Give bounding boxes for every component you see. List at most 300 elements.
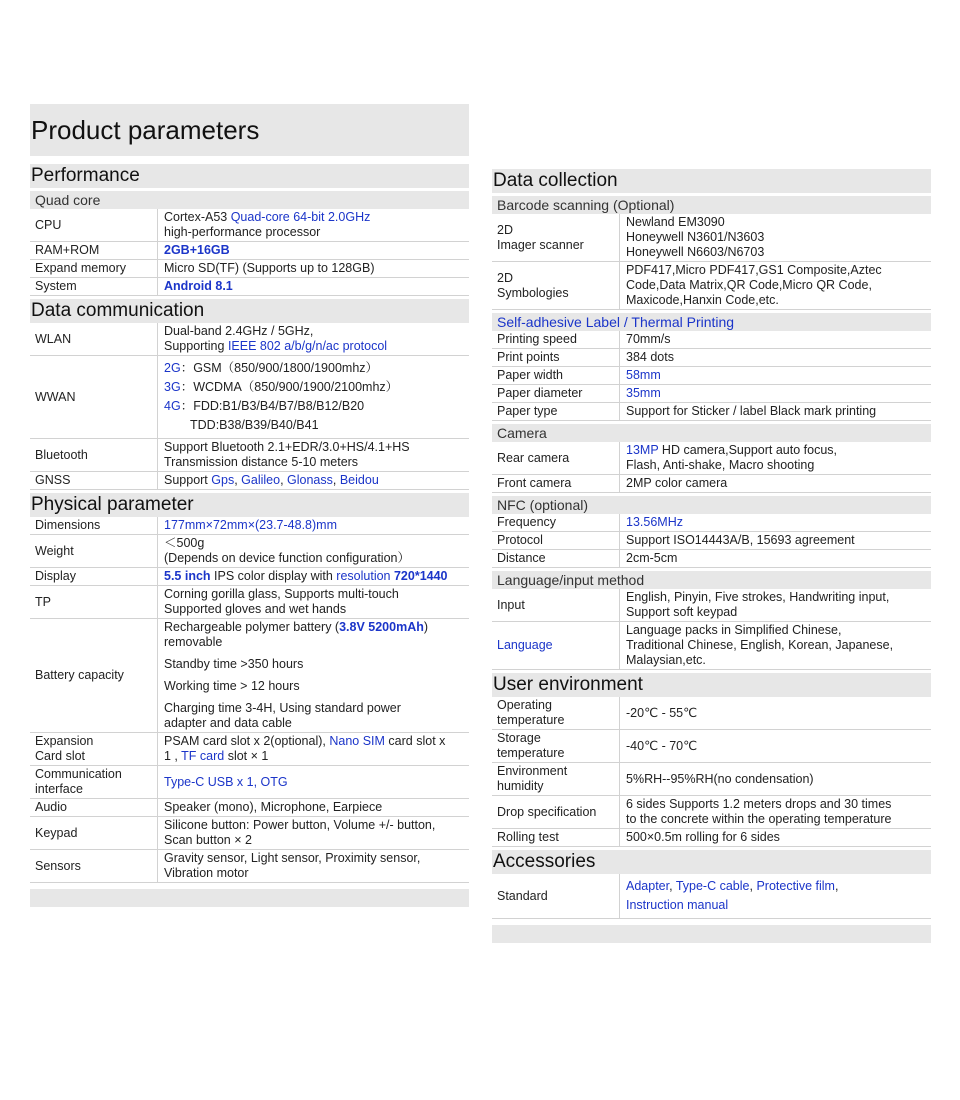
spec-value-line xyxy=(164,440,465,455)
spec-label-line: System xyxy=(35,279,77,293)
spec-table-self-adhesive-label-thermal-printing xyxy=(492,331,931,421)
spec-value-line xyxy=(164,672,465,679)
spec-value-line xyxy=(626,404,927,419)
spec-value-text: Micro SD(TF) (Supports up to 128GB) xyxy=(164,261,375,275)
spec-label-line: 2D xyxy=(497,270,513,285)
spec-label-line: Paper type xyxy=(497,404,558,418)
spec-value xyxy=(620,331,932,349)
spec-value-text: card slot x xyxy=(384,734,446,748)
spec-value-line xyxy=(164,866,465,881)
spec-table-nfc-optional xyxy=(492,514,931,568)
spec-label xyxy=(30,766,158,799)
spec-value-text: TDD:B38/B39/B40/B41 xyxy=(190,418,319,432)
spec-label-line: Storage xyxy=(497,731,541,745)
spec-value-line xyxy=(626,638,927,653)
spec-value-text: Cortex-A53 xyxy=(164,210,231,224)
spec-value-text: 1 , xyxy=(164,749,182,763)
spec-value-text: Standby time >350 hours xyxy=(164,657,304,671)
spec-label xyxy=(492,367,620,385)
spec-value xyxy=(620,874,932,919)
spec-row-standard xyxy=(492,874,931,919)
spec-row-ram-rom xyxy=(30,242,469,260)
spec-label xyxy=(30,439,158,472)
spec-value xyxy=(158,323,470,356)
spec-value xyxy=(620,514,932,532)
spec-label-line: Protocol xyxy=(497,533,543,547)
spec-label xyxy=(492,763,620,796)
spec-value-text: Android 8.1 xyxy=(164,279,233,293)
spec-value-text: , xyxy=(669,879,676,893)
spec-label-line: Display xyxy=(35,569,76,583)
spec-value-line xyxy=(164,569,465,584)
spec-value-text: PDF417,Micro PDF417,GS1 Composite,Aztec xyxy=(626,263,882,277)
spec-value-line xyxy=(626,515,927,530)
spec-value-text: PSAM card slot x 2(optional), xyxy=(164,734,330,748)
spec-value-text: Gps xyxy=(211,473,235,487)
spec-value-text: 13MP xyxy=(626,443,659,457)
spec-row-wlan xyxy=(30,323,469,356)
spec-label xyxy=(492,874,620,919)
spec-label-line: Symbologies xyxy=(497,285,569,300)
spec-value-text: 70mm/s xyxy=(626,332,671,346)
subsection-heading-language-input-method: Language/input method xyxy=(492,571,931,589)
spec-value xyxy=(620,349,932,367)
spec-label-line: Dimensions xyxy=(35,518,101,532)
spec-value-text: Working time > 12 hours xyxy=(164,679,300,693)
section-heading-user-environment: User environment xyxy=(492,673,931,697)
right-footer-bar xyxy=(492,925,931,943)
spec-label xyxy=(30,323,158,356)
spec-value-text: Instruction manual xyxy=(626,898,729,912)
spec-value-text: adapter and data cable xyxy=(164,716,292,730)
spec-label-line: Printing speed xyxy=(497,332,577,346)
spec-label-line: Language xyxy=(497,638,553,652)
spec-value-text: Supporting xyxy=(164,339,228,353)
spec-label xyxy=(492,214,620,262)
section-heading-physical-parameter: Physical parameter xyxy=(30,493,469,517)
spec-value-line xyxy=(626,533,927,548)
spec-row-front-camera xyxy=(492,475,931,493)
spec-label-line: Communication xyxy=(35,767,122,781)
spec-value-text: Flash, Anti-shake, Macro shooting xyxy=(626,458,815,472)
spec-value xyxy=(620,385,932,403)
spec-label-line: Expansion xyxy=(35,734,94,748)
spec-value-line xyxy=(164,749,465,764)
spec-value-text: 35mm xyxy=(626,386,661,400)
spec-label xyxy=(30,619,158,733)
spec-row-communication-interface xyxy=(30,766,469,799)
spec-value-text: slot × 1 xyxy=(224,749,269,763)
spec-value-text: 4G xyxy=(164,399,181,413)
spec-value-text: Honeywell N3601/N3603 xyxy=(626,230,765,244)
spec-value-text: , xyxy=(834,879,839,893)
spec-label xyxy=(492,697,620,730)
spec-label xyxy=(30,817,158,850)
spec-label-line: Card slot xyxy=(35,749,86,763)
spec-value-text: Rechargeable polymer battery ( xyxy=(164,620,340,634)
spec-row-rolling-test xyxy=(492,829,931,847)
spec-label xyxy=(492,262,620,310)
spec-value-text: HD camera,Support auto focus, xyxy=(658,443,837,457)
spec-value-text: resolution xyxy=(336,569,394,583)
subsection-heading-nfc-optional: NFC (optional) xyxy=(492,496,931,514)
spec-value-text: ) xyxy=(423,620,429,634)
spec-row-paper-width xyxy=(492,367,931,385)
spec-value-line xyxy=(164,418,465,433)
spec-value-line xyxy=(164,518,465,533)
spec-value-text: Type-C USB x 1, OTG xyxy=(164,774,288,789)
spec-label xyxy=(30,242,158,260)
spec-row-paper-type xyxy=(492,403,931,421)
spec-row-language xyxy=(492,622,931,670)
spec-value-text: Support Bluetooth 2.1+EDR/3.0+HS/4.1+HS xyxy=(164,440,410,454)
spec-value-line xyxy=(626,476,927,491)
spec-value-line xyxy=(626,368,927,383)
spec-label-line: Rear camera xyxy=(497,450,570,465)
spec-value-line xyxy=(164,399,465,414)
spec-row-2d-imager-scanner xyxy=(492,214,931,262)
spec-label-line: Drop specification xyxy=(497,804,597,819)
spec-label-line: Bluetooth xyxy=(35,447,88,462)
spec-label xyxy=(492,475,620,493)
spec-label-line: Paper width xyxy=(497,368,564,382)
spec-value-line xyxy=(164,602,465,617)
spec-label-line: Weight xyxy=(35,543,74,558)
subsection-heading-barcode-scanning-optional: Barcode scanning (Optional) xyxy=(492,196,931,214)
spec-value-text: Beidou xyxy=(339,473,379,487)
spec-value-text: Supported gloves and wet hands xyxy=(164,602,347,616)
spec-value-text: 13.56MHz xyxy=(626,515,683,529)
spec-table-accessories xyxy=(492,874,931,919)
spec-value-line xyxy=(164,657,465,672)
spec-value-line xyxy=(626,332,927,347)
spec-value-line xyxy=(626,653,927,668)
spec-value xyxy=(620,367,932,385)
spec-value-text: 384 dots xyxy=(626,350,674,364)
spec-label-line: temperature xyxy=(497,713,565,727)
spec-value-line xyxy=(164,339,465,354)
spec-label xyxy=(30,568,158,586)
spec-row-paper-diameter xyxy=(492,385,931,403)
spec-value-text: Charging time 3-4H, Using standard power xyxy=(164,701,401,715)
spec-row-operating-temperature xyxy=(492,697,931,730)
spec-value-line xyxy=(626,772,927,787)
spec-label xyxy=(492,514,620,532)
spec-label-line: Audio xyxy=(35,800,67,814)
spec-label-line: Paper diameter xyxy=(497,386,583,400)
spec-value-line xyxy=(626,386,927,401)
spec-value-text: Language packs in Simplified Chinese, xyxy=(626,623,842,637)
spec-label-line: Imager scanner xyxy=(497,237,584,252)
spec-value-text: Honeywell N6603/N6703 xyxy=(626,245,765,259)
spec-label-line: WLAN xyxy=(35,331,72,346)
spec-row-dimensions xyxy=(30,517,469,535)
spec-label-line: Distance xyxy=(497,551,546,565)
spec-value-line xyxy=(164,679,465,694)
spec-value-text: Support xyxy=(164,473,212,487)
spec-value-line xyxy=(164,210,465,225)
spec-value-line xyxy=(626,551,927,566)
spec-row-storage-temperature xyxy=(492,730,931,763)
spec-value-text: Maxicode,Hanxin Code,etc. xyxy=(626,293,779,307)
spec-label xyxy=(30,356,158,439)
spec-row-system xyxy=(30,278,469,296)
spec-value xyxy=(620,442,932,475)
spec-value-text: 720*1440 xyxy=(393,569,448,583)
spec-label xyxy=(492,349,620,367)
spec-value-line xyxy=(626,830,927,845)
spec-value-line xyxy=(626,245,927,260)
spec-value-line xyxy=(626,263,927,278)
spec-value-text: to the concrete within the operating temperature xyxy=(626,812,892,826)
spec-value-text: 2cm-5cm xyxy=(626,551,678,565)
spec-value-line xyxy=(626,623,927,638)
spec-label-line: GNSS xyxy=(35,473,71,487)
spec-value-line xyxy=(626,443,927,458)
spec-value xyxy=(620,763,932,796)
spec-label xyxy=(492,532,620,550)
spec-label xyxy=(492,622,620,670)
spec-value xyxy=(158,517,470,535)
spec-value-text: IPS color display with xyxy=(210,569,337,583)
spec-value-text: , xyxy=(332,473,340,487)
spec-value-text: -20℃ - 55℃ xyxy=(626,705,698,720)
spec-value-text: 5%RH--95%RH(no condensation) xyxy=(626,771,814,786)
spec-row-cpu xyxy=(30,209,469,242)
spec-row-environment-humidity xyxy=(492,763,931,796)
spec-row-audio xyxy=(30,799,469,817)
spec-label-line: Input xyxy=(497,597,525,612)
spec-row-2d-symbologies xyxy=(492,262,931,310)
spec-value-line xyxy=(164,833,465,848)
spec-label xyxy=(492,331,620,349)
spec-label xyxy=(30,472,158,490)
spec-row-sensors xyxy=(30,850,469,883)
spec-value-text: 58mm xyxy=(626,368,661,382)
spec-row-rear-camera xyxy=(492,442,931,475)
spec-value-text: -40℃ - 70℃ xyxy=(626,738,698,753)
spec-value-text: 500×0.5m rolling for 6 sides xyxy=(626,830,780,844)
spec-label xyxy=(30,586,158,619)
spec-value-text: Quad-core 64-bit 2.0GHz xyxy=(230,210,371,224)
spec-value-text: IEEE 802 a/b/g/n/ac protocol xyxy=(227,339,388,353)
spec-label xyxy=(492,829,620,847)
spec-label-line: temperature xyxy=(497,746,565,760)
spec-value xyxy=(158,356,470,439)
spec-label xyxy=(492,730,620,763)
spec-label-line: TP xyxy=(35,594,51,609)
spec-value-text: 177mm×72mm×(23.7-48.8)mm xyxy=(164,518,337,532)
spec-value-text: Galileo xyxy=(241,473,281,487)
spec-value xyxy=(620,214,932,262)
spec-table-user-environment xyxy=(492,697,931,847)
spec-row-keypad xyxy=(30,817,469,850)
spec-value-line xyxy=(164,775,465,790)
spec-label xyxy=(492,589,620,622)
spec-value-text: Speaker (mono), Microphone, Earpiece xyxy=(164,800,383,814)
spec-value-text: Traditional Chinese, English, Korean, Japanese, xyxy=(626,638,894,652)
spec-label-line: 2D xyxy=(497,222,513,237)
spec-value-line xyxy=(164,361,465,376)
spec-row-battery-capacity xyxy=(30,619,469,733)
spec-value xyxy=(620,475,932,493)
spec-label-line: Rolling test xyxy=(497,830,559,844)
spec-value-text: 5.5 inch xyxy=(164,569,211,583)
spec-value-line xyxy=(164,818,465,833)
spec-value-line xyxy=(164,620,465,635)
spec-value-text: 2GB+16GB xyxy=(164,243,230,257)
spec-row-protocol xyxy=(492,532,931,550)
spec-value-line xyxy=(626,898,927,913)
spec-value-line xyxy=(164,701,465,716)
spec-value-text: 2G xyxy=(164,361,181,375)
spec-value-text: Malaysian,etc. xyxy=(626,653,706,667)
spec-value-text: Newland EM3090 xyxy=(626,215,725,229)
subsection-heading-camera: Camera xyxy=(492,424,931,442)
spec-row-printing-speed xyxy=(492,331,931,349)
spec-value xyxy=(158,586,470,619)
spec-label-line: Environment xyxy=(497,764,568,778)
spec-row-tp xyxy=(30,586,469,619)
spec-value-line xyxy=(164,324,465,339)
spec-label-line: RAM+ROM xyxy=(35,243,100,257)
spec-value-line xyxy=(164,694,465,701)
spec-value-text: , xyxy=(234,473,242,487)
spec-value xyxy=(620,697,932,730)
spec-value xyxy=(158,766,470,799)
spec-value-line xyxy=(164,635,465,650)
spec-value xyxy=(620,829,932,847)
spec-value-line xyxy=(164,261,465,276)
spec-value-text: Vibration motor xyxy=(164,866,249,880)
spec-label-line: Front camera xyxy=(497,476,572,490)
spec-value-text: Gravity sensor, Light sensor, Proximity sensor, xyxy=(164,851,421,865)
spec-value xyxy=(158,260,470,278)
spec-label-line: Print points xyxy=(497,350,560,364)
spec-label-line: Keypad xyxy=(35,825,78,840)
spec-label-line: Expand memory xyxy=(35,261,127,275)
spec-value-line xyxy=(626,215,927,230)
spec-value-line xyxy=(164,536,465,551)
spec-value-text: TF card xyxy=(181,749,225,763)
right-sections xyxy=(492,169,931,919)
spec-value-line xyxy=(626,739,927,754)
spec-value-text: Adapter xyxy=(626,879,670,893)
spec-value xyxy=(158,568,470,586)
spec-value-line xyxy=(164,380,465,395)
spec-row-wwan xyxy=(30,356,469,439)
spec-value-line xyxy=(626,797,927,812)
spec-row-print-points xyxy=(492,349,931,367)
left-column xyxy=(30,104,469,907)
spec-row-distance xyxy=(492,550,931,568)
spec-label-line: humidity xyxy=(497,779,544,793)
spec-value-text: removable xyxy=(164,635,223,649)
spec-label-line: Operating xyxy=(497,698,552,712)
spec-value-line xyxy=(164,800,465,815)
spec-value-line xyxy=(626,590,927,605)
spec-label xyxy=(30,278,158,296)
spec-row-drop-specification xyxy=(492,796,931,829)
spec-value-text: Support ISO14443A/B, 15693 agreement xyxy=(626,533,855,547)
spec-value-text: English, Pinyin, Five strokes, Handwriting input, xyxy=(626,590,890,604)
spec-value-text: Support for Sticker / label Black mark printing xyxy=(626,404,877,418)
spec-value xyxy=(620,532,932,550)
subsection-heading-self-adhesive-label-thermal-printing: Self-adhesive Label / Thermal Printing xyxy=(492,313,931,331)
section-heading-accessories: Accessories xyxy=(492,850,931,874)
spec-value xyxy=(620,589,932,622)
spec-value-line xyxy=(164,455,465,470)
spec-value-line xyxy=(626,879,927,894)
spec-label xyxy=(30,535,158,568)
spec-value-text: Type-C cable xyxy=(675,879,750,893)
spec-row-display xyxy=(30,568,469,586)
spec-value-line xyxy=(164,243,465,258)
spec-label-line: Frequency xyxy=(497,515,557,529)
spec-value-line xyxy=(626,350,927,365)
spec-table-data-collection xyxy=(492,214,931,310)
spec-value-text: ：WCDMA（850/900/1900/2100mhz） xyxy=(180,380,399,394)
spec-value xyxy=(620,550,932,568)
spec-value-line xyxy=(164,225,465,240)
spec-value-line xyxy=(164,279,465,294)
spec-value-text: 2MP color camera xyxy=(626,476,728,490)
spec-row-expand-memory xyxy=(30,260,469,278)
spec-value-text: Corning gorilla glass, Supports multi-touch xyxy=(164,587,399,601)
spec-value-line xyxy=(626,458,927,473)
spec-value-text: Glonass xyxy=(287,473,333,487)
spec-table-data-communication xyxy=(30,323,469,490)
spec-value xyxy=(158,817,470,850)
spec-value-text: ＜500g xyxy=(164,536,205,550)
spec-table-physical-parameter xyxy=(30,517,469,883)
spec-value-text: ：FDD:B1/B3/B4/B7/B8/B12/B20 xyxy=(180,399,365,413)
spec-value-text: Scan button × 2 xyxy=(164,833,252,847)
spec-value-line xyxy=(164,650,465,657)
spec-value-text: Support soft keypad xyxy=(626,605,738,619)
subsection-heading-quad-core: Quad core xyxy=(30,191,469,209)
spec-label xyxy=(30,260,158,278)
spec-value-text: Code,Data Matrix,QR Code,Micro QR Code, xyxy=(626,278,872,292)
spec-row-weight xyxy=(30,535,469,568)
spec-row-gnss xyxy=(30,472,469,490)
spec-table-language-input-method xyxy=(492,589,931,670)
spec-value xyxy=(620,622,932,670)
spec-value-line xyxy=(164,734,465,749)
spec-value-text: high-performance processor xyxy=(164,225,321,239)
spec-label xyxy=(30,850,158,883)
spec-label-line: CPU xyxy=(35,217,62,232)
spec-value-text: Protective film xyxy=(756,879,835,893)
page-title: Product parameters xyxy=(30,104,469,156)
spec-value-text: , xyxy=(749,879,757,893)
spec-value-text: , xyxy=(280,473,288,487)
spec-value xyxy=(620,730,932,763)
spec-value-line xyxy=(164,716,465,731)
spec-value xyxy=(158,209,470,242)
spec-value-text: 6 sides Supports 1.2 meters drops and 30 times xyxy=(626,797,892,811)
section-heading-data-communication: Data communication xyxy=(30,299,469,323)
spec-value-text: Silicone button: Power button, Volume +/- button, xyxy=(164,818,436,832)
spec-label xyxy=(30,733,158,766)
spec-label xyxy=(492,442,620,475)
spec-label-line: Standard xyxy=(497,888,548,903)
spec-value-line xyxy=(626,278,927,293)
spec-value-text: ：GSM（850/900/1800/1900mhz） xyxy=(180,361,379,375)
spec-value-line xyxy=(164,851,465,866)
spec-value-text: 3G xyxy=(164,380,181,394)
spec-value-line xyxy=(626,812,927,827)
